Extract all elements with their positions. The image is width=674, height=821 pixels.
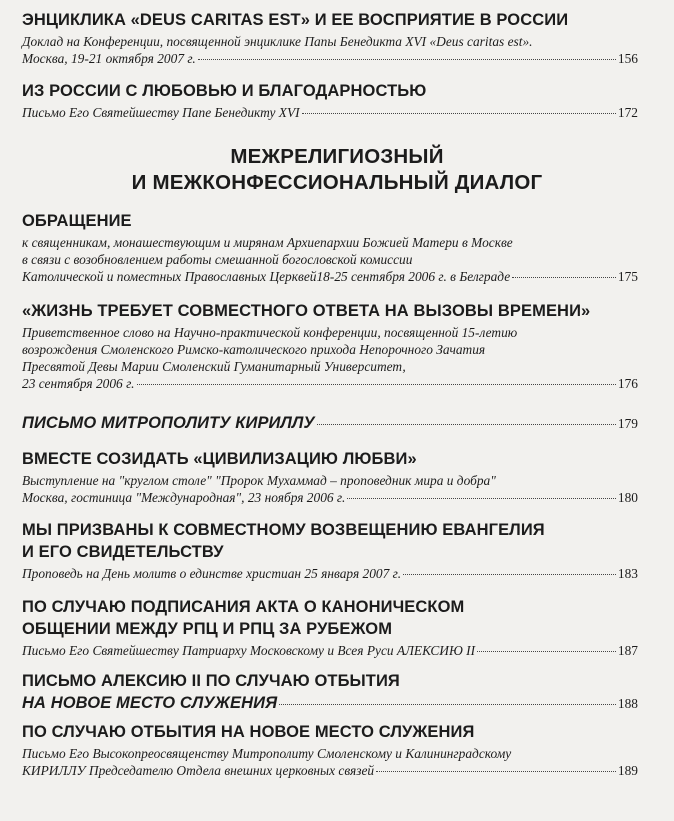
entry-description-end: Москва, гостиница "Международная", 23 ноября 2006 г.	[22, 490, 346, 505]
toc-entry-civilization-of-love[interactable]	[22, 449, 638, 506]
entry-description: Письмо Его Высокопреосвященству Митрополиту Смоленскому и Калининградскому	[22, 746, 512, 761]
entry-title: НА НОВОЕ МЕСТО СЛУЖЕНИЯ	[22, 694, 278, 712]
entry-description: Приветственное слово на Научно-практической конференции, посвященной 15-летию	[22, 325, 518, 340]
toc-entry-appeal[interactable]	[22, 211, 638, 285]
page-number: 189	[617, 763, 638, 778]
page-number: 187	[617, 643, 638, 658]
entry-last-line	[22, 565, 638, 582]
entry-last-line	[22, 50, 638, 67]
entry-last-line	[22, 413, 638, 433]
entry-description: Доклад на Конференции, посвященной энциклике Папы Бенедикта XVI «Deus caritas est».	[22, 34, 533, 49]
entry-title: И ЕГО СВИДЕТЕЛЬСТВУ	[22, 543, 224, 561]
page-number: 179	[617, 416, 638, 431]
entry-description-end: 23 сентября 2006 г.	[22, 376, 135, 391]
entry-description-end: Проповедь на День молитв о единстве христиан 25 января 2007 г.	[22, 566, 402, 581]
entry-last-line	[22, 489, 638, 506]
entry-description-end: Письмо Его Святейшеству Патриарху Московскому и Всея Руси АЛЕКСИЮ II	[22, 643, 476, 658]
leader-dots	[317, 424, 616, 425]
section-heading-line: МЕЖРЕЛИГИОЗНЫЙ	[230, 145, 444, 168]
leader-dots	[137, 384, 616, 385]
entry-title: ОБЩЕНИИ МЕЖДУ РПЦ И РПЦ ЗА РУБЕЖОМ	[22, 620, 393, 638]
leader-dots	[512, 277, 616, 278]
toc-entry-letter-kirill[interactable]	[22, 413, 638, 433]
entry-description-end: КИРИЛЛУ Председателю Отдела внешних церковных связей	[22, 763, 375, 778]
section-heading	[0, 144, 674, 196]
page-number: 183	[617, 566, 638, 581]
leader-dots	[477, 651, 616, 652]
entry-description-end: Москва, 19-21 октября 2007 г.	[22, 51, 196, 66]
leader-dots	[279, 704, 616, 705]
entry-title: ЭНЦИКЛИКА «DEUS CARITAS EST» И ЕЕ ВОСПРИЯТИЕ В РОССИИ	[22, 11, 569, 29]
leader-dots	[302, 113, 616, 114]
leader-dots	[347, 498, 616, 499]
page-number: 172	[617, 105, 638, 120]
toc-entry-called-together[interactable]	[22, 520, 638, 582]
entry-title: «ЖИЗНЬ ТРЕБУЕТ СОВМЕСТНОГО ОТВЕТА НА ВЫЗОВЫ ВРЕМЕНИ»	[22, 302, 591, 320]
toc-entry-letter-alexy[interactable]	[22, 671, 638, 713]
page-number: 156	[617, 51, 638, 66]
entry-title: ПО СЛУЧАЮ ОТБЫТИЯ НА НОВОЕ МЕСТО СЛУЖЕНИЯ	[22, 723, 475, 741]
page-number: 180	[617, 490, 638, 505]
page-number: 188	[617, 696, 638, 711]
entry-description: в связи с возобновлением работы смешанной богословской комиссии	[22, 252, 413, 267]
entry-description: Пресвятой Девы Марии Смоленский Гуманитарный Университет,	[22, 359, 406, 374]
entry-title: ИЗ РОССИИ С ЛЮБОВЬЮ И БЛАГОДАРНОСТЬЮ	[22, 82, 427, 100]
toc-entry-deus-caritas[interactable]	[22, 10, 638, 67]
leader-dots	[198, 59, 616, 60]
entry-title: МЫ ПРИЗВАНЫ К СОВМЕСТНОМУ ВОЗВЕЩЕНИЮ ЕВАНГЕЛИЯ	[22, 521, 545, 539]
entry-description-end: Католической и поместных Православных Церквей18-25 сентября 2006 г. в Белграде	[22, 269, 511, 284]
entry-description: к священникам, монашествующим и мирянам Архиепархии Божией Матери в Москве	[22, 235, 513, 250]
leader-dots	[403, 574, 616, 575]
entry-last-line	[22, 642, 638, 659]
toc-entry-act-signing[interactable]	[22, 597, 638, 659]
entry-last-line	[22, 268, 638, 285]
entry-title: ПО СЛУЧАЮ ПОДПИСАНИЯ АКТА О КАНОНИЧЕСКОМ	[22, 598, 465, 616]
entry-last-line	[22, 375, 638, 392]
leader-dots	[376, 771, 616, 772]
entry-last-line	[22, 104, 638, 121]
toc-entry-from-russia[interactable]	[22, 81, 638, 121]
entry-description: Выступление на "круглом столе" "Пророк Мухаммад – проповедник мира и добра"	[22, 473, 496, 488]
toc-entry-departure[interactable]	[22, 722, 638, 779]
entry-last-line	[22, 693, 638, 713]
section-heading-line: И МЕЖКОНФЕССИОНАЛЬНЫЙ ДИАЛОГ	[131, 171, 543, 194]
page-number: 176	[617, 376, 638, 391]
entry-description-end: Письмо Его Святейшеству Папе Бенедикту XVI	[22, 105, 300, 120]
entry-title: ВМЕСТЕ СОЗИДАТЬ «ЦИВИЛИЗАЦИЮ ЛЮБВИ»	[22, 450, 417, 468]
entry-last-line	[22, 762, 638, 779]
entry-title: ПИСЬМО МИТРОПОЛИТУ КИРИЛЛУ	[22, 414, 315, 432]
entry-title: ОБРАЩЕНИЕ	[22, 212, 132, 230]
entry-description: возрождения Смоленского Римско-католического прихода Непорочного Зачатия	[22, 342, 486, 357]
toc-entry-life-demands[interactable]	[22, 301, 638, 392]
entry-title: ПИСЬМО АЛЕКСИЮ II ПО СЛУЧАЮ ОТБЫТИЯ	[22, 672, 400, 690]
page-number: 175	[617, 269, 638, 284]
